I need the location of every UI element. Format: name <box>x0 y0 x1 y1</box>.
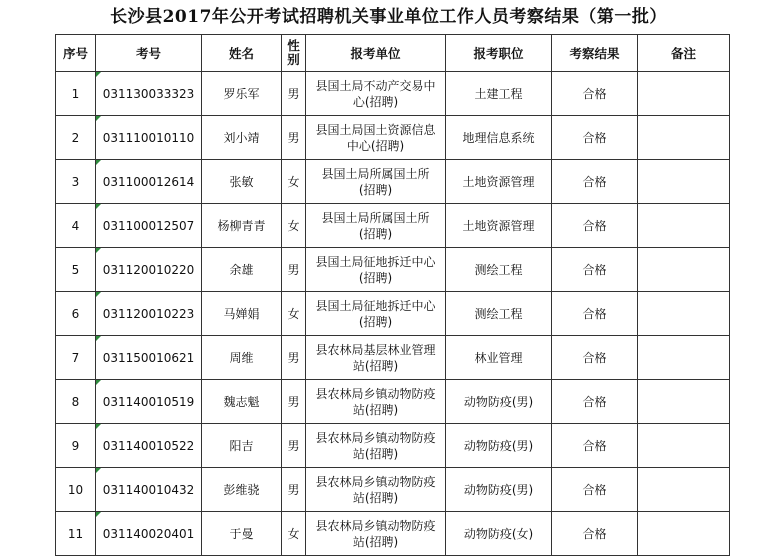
seq-cell: 4 <box>56 204 96 248</box>
remark-cell <box>638 204 730 248</box>
exam-no-cell <box>96 204 202 248</box>
unit-line1: 县农林局乡镇动物防疫 <box>315 386 436 401</box>
seq-cell: 5 <box>56 248 96 292</box>
cell-marker-icon <box>96 468 101 473</box>
seq-cell: 1 <box>56 72 96 116</box>
table-row <box>56 292 730 336</box>
position-cell: 动物防疫(男) <box>446 380 552 424</box>
remark-cell <box>638 380 730 424</box>
seq-cell: 2 <box>56 116 96 160</box>
exam-no-text: 031110010110 <box>102 130 195 145</box>
unit-cell <box>306 468 446 512</box>
result-cell: 合格 <box>552 72 638 116</box>
result-cell: 合格 <box>552 204 638 248</box>
unit-cell <box>306 116 446 160</box>
result-cell: 合格 <box>552 248 638 292</box>
remark-cell <box>638 292 730 336</box>
cell-marker-icon <box>96 292 101 297</box>
result-cell: 合格 <box>552 160 638 204</box>
unit-line2: 站(招聘) <box>352 402 399 417</box>
seq-cell: 8 <box>56 380 96 424</box>
result-cell: 合格 <box>552 116 638 160</box>
name-cell: 余雄 <box>202 248 282 292</box>
exam-no-cell <box>96 512 202 556</box>
exam-no-text: 031140010519 <box>102 394 195 409</box>
unit-line2: (招聘) <box>358 314 393 329</box>
name-cell: 彭维骁 <box>202 468 282 512</box>
unit-cell <box>306 380 446 424</box>
unit-cell <box>306 72 446 116</box>
exam-no-text: 031100012614 <box>102 174 195 189</box>
results-table <box>55 34 730 556</box>
remark-cell <box>638 116 730 160</box>
cell-marker-icon <box>96 116 101 121</box>
cell-marker-icon <box>96 204 101 209</box>
sex-cell: 男 <box>282 116 306 160</box>
exam-no-cell <box>96 380 202 424</box>
unit-line1: 县国土局国土资源信息 <box>315 122 436 137</box>
sex-cell: 女 <box>282 512 306 556</box>
unit-line2: 站(招聘) <box>352 534 399 549</box>
exam-no-text: 031140020401 <box>102 526 195 541</box>
unit-cell <box>306 160 446 204</box>
unit-line2: 站(招聘) <box>352 358 399 373</box>
unit-line1: 县农林局乡镇动物防疫 <box>315 474 436 489</box>
cell-marker-icon <box>96 380 101 385</box>
header-sex-line1: 性 <box>287 38 300 53</box>
exam-no-text: 031120010220 <box>102 262 195 277</box>
seq-cell: 10 <box>56 468 96 512</box>
exam-no-text: 031140010522 <box>102 438 195 453</box>
position-cell: 测绘工程 <box>446 248 552 292</box>
header-remark: 备注 <box>638 35 730 72</box>
result-cell: 合格 <box>552 468 638 512</box>
unit-line2: 站(招聘) <box>352 490 399 505</box>
remark-cell <box>638 72 730 116</box>
exam-no-text: 031100012507 <box>102 218 195 233</box>
exam-no-cell <box>96 160 202 204</box>
table-row <box>56 336 730 380</box>
header-row <box>56 35 730 72</box>
exam-no-cell <box>96 116 202 160</box>
cell-marker-icon <box>96 336 101 341</box>
name-cell: 周维 <box>202 336 282 380</box>
cell-marker-icon <box>96 160 101 165</box>
sex-cell: 女 <box>282 292 306 336</box>
position-cell: 林业管理 <box>446 336 552 380</box>
exam-no-cell <box>96 468 202 512</box>
unit-line1: 县农林局基层林业管理 <box>315 342 436 357</box>
header-name: 姓名 <box>202 35 282 72</box>
table-row <box>56 160 730 204</box>
name-cell: 马婵娟 <box>202 292 282 336</box>
unit-cell <box>306 204 446 248</box>
cell-marker-icon <box>96 72 101 77</box>
remark-cell <box>638 424 730 468</box>
position-cell: 动物防疫(男) <box>446 468 552 512</box>
sex-cell: 男 <box>282 72 306 116</box>
exam-no-cell <box>96 72 202 116</box>
table-row <box>56 248 730 292</box>
result-cell: 合格 <box>552 424 638 468</box>
exam-no-cell <box>96 336 202 380</box>
table-row <box>56 380 730 424</box>
exam-no-text: 031120010223 <box>102 306 195 321</box>
sex-cell: 男 <box>282 336 306 380</box>
sex-cell: 女 <box>282 160 306 204</box>
sex-cell: 男 <box>282 248 306 292</box>
header-sex <box>282 35 306 72</box>
seq-cell: 11 <box>56 512 96 556</box>
remark-cell <box>638 160 730 204</box>
exam-no-cell <box>96 248 202 292</box>
unit-line2: 站(招聘) <box>352 446 399 461</box>
exam-no-cell <box>96 292 202 336</box>
remark-cell <box>638 468 730 512</box>
exam-no-text: 031150010621 <box>102 350 195 365</box>
table-row <box>56 116 730 160</box>
result-cell: 合格 <box>552 336 638 380</box>
unit-line1: 县国土局不动产交易中 <box>315 78 436 93</box>
remark-cell <box>638 512 730 556</box>
name-cell: 张敏 <box>202 160 282 204</box>
unit-line2: (招聘) <box>358 226 393 241</box>
name-cell: 杨柳青青 <box>202 204 282 248</box>
unit-line1: 县国土局所属国土所 <box>321 210 430 225</box>
header-sex-line2: 别 <box>287 52 300 67</box>
cell-marker-icon <box>96 248 101 253</box>
result-cell: 合格 <box>552 512 638 556</box>
name-cell: 罗乐军 <box>202 72 282 116</box>
exam-no-text: 031140010432 <box>102 482 195 497</box>
header-position: 报考职位 <box>446 35 552 72</box>
position-cell: 土建工程 <box>446 72 552 116</box>
seq-cell: 3 <box>56 160 96 204</box>
sex-cell: 男 <box>282 380 306 424</box>
unit-cell <box>306 424 446 468</box>
exam-no-text: 031130033323 <box>102 86 195 101</box>
name-cell: 阳吉 <box>202 424 282 468</box>
position-cell: 动物防疫(女) <box>446 512 552 556</box>
name-cell: 于曼 <box>202 512 282 556</box>
sex-cell: 女 <box>282 204 306 248</box>
unit-cell <box>306 292 446 336</box>
table-row <box>56 72 730 116</box>
header-exam-no: 考号 <box>96 35 202 72</box>
unit-line1: 县农林局乡镇动物防疫 <box>315 518 436 533</box>
unit-line2: 中心(招聘) <box>346 138 405 153</box>
unit-cell <box>306 336 446 380</box>
name-cell: 刘小靖 <box>202 116 282 160</box>
header-result: 考察结果 <box>552 35 638 72</box>
unit-line1: 县国土局征地拆迁中心 <box>315 254 436 269</box>
seq-cell: 6 <box>56 292 96 336</box>
table-row <box>56 512 730 556</box>
position-cell: 土地资源管理 <box>446 204 552 248</box>
page-title: 长沙县2017年公开考试招聘机关事业单位工作人员考察结果（第一批） <box>110 7 667 27</box>
position-cell: 地理信息系统 <box>446 116 552 160</box>
header-seq: 序号 <box>56 35 96 72</box>
position-cell: 动物防疫(男) <box>446 424 552 468</box>
unit-line1: 县农林局乡镇动物防疫 <box>315 430 436 445</box>
exam-no-cell <box>96 424 202 468</box>
unit-line2: (招聘) <box>358 270 393 285</box>
cell-marker-icon <box>96 512 101 517</box>
remark-cell <box>638 248 730 292</box>
position-cell: 土地资源管理 <box>446 160 552 204</box>
result-cell: 合格 <box>552 380 638 424</box>
table-row <box>56 204 730 248</box>
unit-line1: 县国土局所属国土所 <box>321 166 430 181</box>
table-row <box>56 424 730 468</box>
unit-cell <box>306 248 446 292</box>
position-cell: 测绘工程 <box>446 292 552 336</box>
name-cell: 魏志魁 <box>202 380 282 424</box>
sex-cell: 男 <box>282 424 306 468</box>
sex-cell: 男 <box>282 468 306 512</box>
table-row <box>56 468 730 512</box>
unit-line2: (招聘) <box>358 182 393 197</box>
seq-cell: 7 <box>56 336 96 380</box>
cell-marker-icon <box>96 424 101 429</box>
result-cell: 合格 <box>552 292 638 336</box>
unit-line1: 县国土局征地拆迁中心 <box>315 298 436 313</box>
unit-line2: 心(招聘) <box>352 94 399 109</box>
remark-cell <box>638 336 730 380</box>
seq-cell: 9 <box>56 424 96 468</box>
unit-cell <box>306 512 446 556</box>
header-unit: 报考单位 <box>306 35 446 72</box>
